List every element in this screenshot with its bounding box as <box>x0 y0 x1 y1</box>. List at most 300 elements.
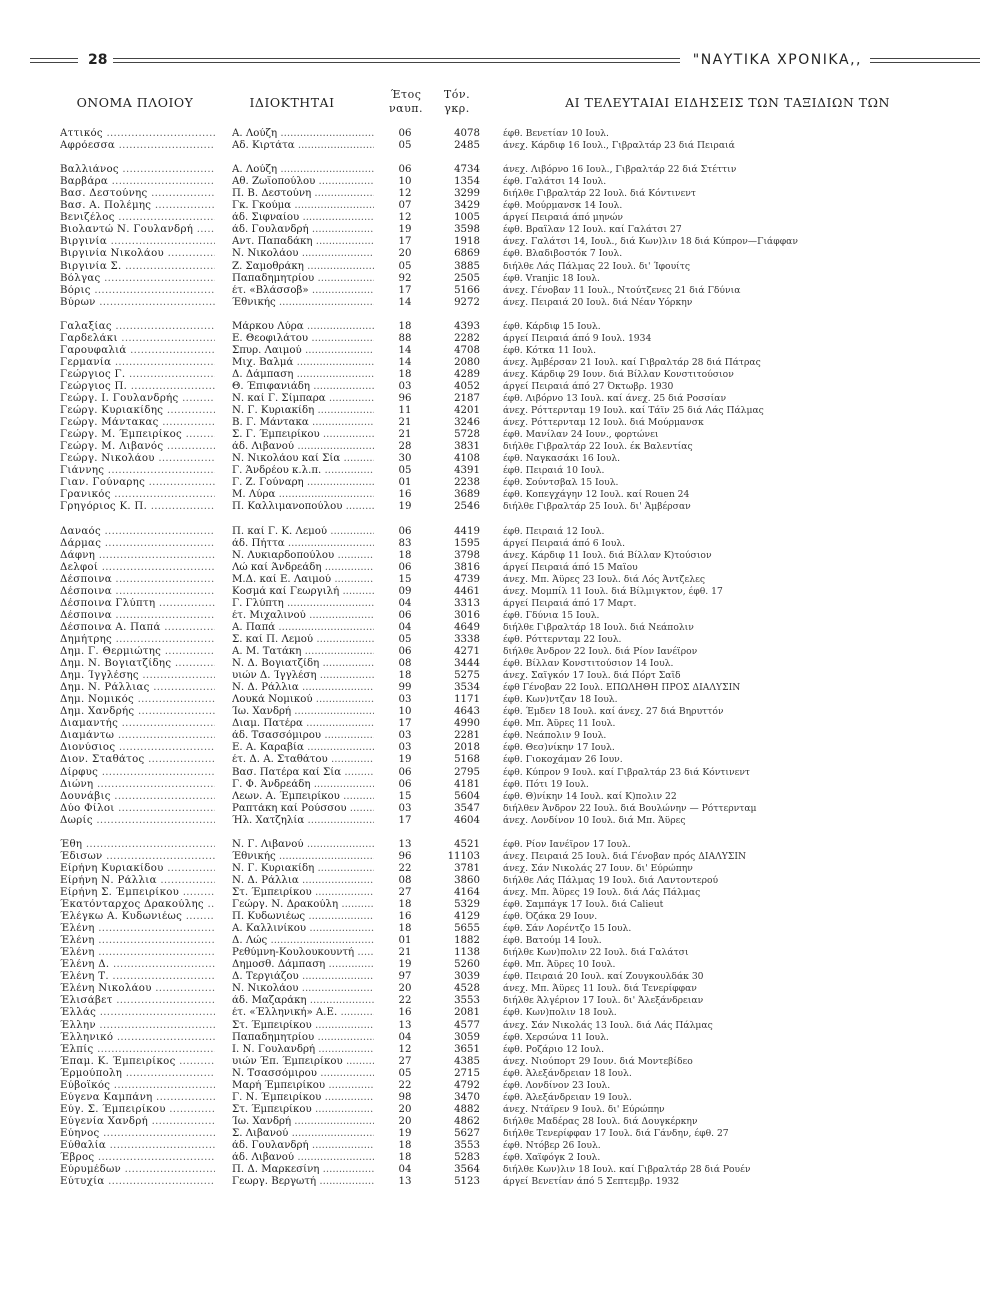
build-year: 13 <box>398 1019 412 1031</box>
ship-name: Γαλαξίας ..... <box>60 321 215 333</box>
ship-name: Γεώργ. Νικολάου ..... <box>60 453 215 465</box>
owner-name: Έθνικής ..... <box>232 297 374 309</box>
build-year: 13 <box>398 1176 412 1188</box>
build-year: 27 <box>398 1055 412 1067</box>
voyage-news: διήλθε Τενερίφφαν 17 Ιουλ. διά Γάνδην, έφθ. 27 <box>503 1127 729 1139</box>
voyage-news: έφθ. Ρίον Ιανέϊρον 17 Ιουλ. <box>503 838 631 850</box>
ship-name: Εύτυχία ..... <box>60 1176 215 1188</box>
table-row <box>0 622 1000 634</box>
table-row <box>0 1128 1000 1140</box>
ship-name: Εύηνος ..... <box>60 1128 215 1140</box>
table-row <box>0 851 1000 863</box>
voyage-news: έφθ. Πειραιά 10 Ιουλ. <box>503 465 605 477</box>
build-year: 12 <box>398 188 412 200</box>
ship-name: Δέσποινα ..... <box>60 610 215 622</box>
table-row <box>0 742 1000 754</box>
running-header <box>30 52 980 74</box>
build-year: 03 <box>398 694 412 706</box>
voyage-news: έφθ. Θ)νίκην 14 Ιουλ. καί Κ)πολιν 22 <box>503 790 677 802</box>
ship-name: Έλένη ..... <box>60 935 215 947</box>
voyage-news: έφθ. Πότι 19 Ιουλ. <box>503 778 589 790</box>
ship-name: Εύβοϊκός ..... <box>60 1080 215 1092</box>
owner-name: Δ. Δάμπαση ..... <box>232 369 374 381</box>
owner-name: Γ. Ζ. Γούναρη ..... <box>232 477 374 489</box>
gross-tonnage: 2505 <box>454 272 480 284</box>
ship-name: Δέσποινα ..... <box>60 586 215 598</box>
gross-tonnage: 9272 <box>454 296 480 308</box>
gross-tonnage: 2187 <box>454 393 480 404</box>
build-year: 18 <box>398 1152 412 1164</box>
table-row <box>0 188 1000 200</box>
gross-tonnage: 5123 <box>454 1176 480 1188</box>
build-year: 06 <box>398 525 412 537</box>
table-row <box>0 224 1000 236</box>
build-year: 21 <box>398 947 412 959</box>
voyage-news: άργεί Πειραιά άπό μηνών <box>503 212 623 224</box>
gross-tonnage: 4078 <box>454 128 480 139</box>
gross-tonnage: 5283 <box>454 1152 480 1164</box>
owner-name: Γ. Άνδρέου κ.λ.π. ..... <box>232 465 374 477</box>
ship-name: Γερμανία ..... <box>60 357 215 369</box>
ship-name: Γαρδελάκι ..... <box>60 333 215 345</box>
build-year: 18 <box>398 549 412 561</box>
voyage-news: έφθ. Βλαδιβοστόκ 7 Ιουλ. <box>503 248 623 260</box>
gross-tonnage: 3885 <box>454 260 480 272</box>
table-row <box>0 658 1000 670</box>
table-row <box>0 718 1000 730</box>
owner-name: Α. Μ. Τατάκη ..... <box>232 646 374 658</box>
table-row <box>0 1007 1000 1019</box>
ship-name: Γεώργ. Μ. Λιβανός ..... <box>60 441 215 453</box>
voyage-news: άργεί Βενετίαν άπό 5 Σεπτεμβρ. 1932 <box>503 1176 680 1188</box>
table-row <box>0 236 1000 248</box>
ship-name: Γρανικός ..... <box>60 489 215 501</box>
table-row <box>0 1092 1000 1104</box>
table-row <box>0 1056 1000 1068</box>
gross-tonnage: 4521 <box>454 838 480 850</box>
table-row <box>0 1020 1000 1032</box>
voyage-news: άνεχ. Πειραιά 20 Ιουλ. διά Νέαν Υόρκην <box>503 296 693 308</box>
voyage-news: έφθ. Κων)ντζαν 18 Ιουλ. <box>503 694 618 706</box>
ship-name: Βιργινία Νικολάου ..... <box>60 248 215 260</box>
gross-tonnage: 3553 <box>454 1140 480 1151</box>
voyage-news: έφθ. Άλεξάνδρειαν 19 Ιουλ. <box>503 1091 632 1103</box>
owner-name: Γ. Φ. Άνδρεάδη ..... <box>232 779 374 791</box>
owner-name: Α. Παπά ..... <box>232 622 374 634</box>
ship-name: Έλλάς ..... <box>60 1007 215 1019</box>
gross-tonnage: 11103 <box>447 850 480 862</box>
table-row <box>0 538 1000 550</box>
gross-tonnage: 3059 <box>454 1031 480 1043</box>
build-year: 08 <box>398 874 412 886</box>
gross-tonnage: 3816 <box>454 561 480 573</box>
voyage-news: άργεί Πειραιά άπό 17 Μαρτ. <box>503 597 637 609</box>
voyage-news: έφθ. Μανίλαν 24 Ιουν., φορτώνει <box>503 429 659 441</box>
table-row <box>0 791 1000 803</box>
header-rule <box>112 58 680 63</box>
owner-name: υιών Δ. Ίγγλέση ..... <box>232 670 374 682</box>
gross-tonnage: 4129 <box>454 911 480 923</box>
ship-name: Διαμαντής ..... <box>60 718 215 730</box>
build-year: 19 <box>398 501 412 513</box>
gross-tonnage: 3299 <box>454 188 480 200</box>
gross-tonnage: 2795 <box>454 766 480 778</box>
voyage-news: άργεί Πειραιά άπό 9 Ιουλ. 1934 <box>503 332 652 344</box>
gross-tonnage: 4419 <box>454 525 480 537</box>
voyage-news: άνεχ. Σάν Νικολάς 27 Ιουν. δι' Εύρώπην <box>503 862 693 874</box>
ship-name: Εύθαλία ..... <box>60 1140 215 1152</box>
owner-name: Ν. Δ. Ράλλια ..... <box>232 875 374 887</box>
voyage-news: άνεχ. Ρόττερνταμ 12 Ιουλ. διά Μούρμανσκ <box>503 417 704 429</box>
table-row <box>0 333 1000 345</box>
owner-name: άδ. Λιβανού ..... <box>232 441 374 453</box>
table-row <box>0 1068 1000 1080</box>
voyage-news: έφθ. Κύπρον 9 Ιουλ. καί Γιβραλτάρ 23 διά Κόντινεντ <box>503 766 751 778</box>
ship-name: Είρήνη Σ. Έμπειρίκου ..... <box>60 887 215 899</box>
build-year: 13 <box>398 838 412 850</box>
table-row <box>0 562 1000 574</box>
owner-name: Μιχ. Βαλμά ..... <box>232 357 374 369</box>
ship-name: Δίρφυς ..... <box>60 767 215 779</box>
table-row <box>0 297 1000 309</box>
ship-name: Έκατόνταρχος Δρακούλης ..... <box>60 899 215 911</box>
table-row <box>0 1152 1000 1164</box>
header-rule <box>870 58 980 63</box>
ship-name: Έδισων ..... <box>60 851 215 863</box>
ship-name: Βαλλιάνος ..... <box>60 164 215 176</box>
gross-tonnage: 1138 <box>454 947 480 959</box>
table-row <box>0 971 1000 983</box>
build-year: 17 <box>398 718 412 730</box>
gross-tonnage: 2282 <box>454 332 480 344</box>
table-row <box>0 610 1000 622</box>
voyage-news: έφθ. Γιοκοχάμαν 26 Ιουν. <box>503 754 623 766</box>
owner-name: Ν. Γ. Λιβανού ..... <box>232 839 374 851</box>
gross-tonnage: 1354 <box>454 176 480 188</box>
build-year: 19 <box>398 754 412 766</box>
gross-tonnage: 4577 <box>454 1019 480 1031</box>
gross-tonnage: 2238 <box>454 477 480 489</box>
table-row <box>0 730 1000 742</box>
gross-tonnage: 3860 <box>454 874 480 886</box>
gross-tonnage: 5168 <box>454 754 480 766</box>
voyage-news: διήλθε Άνδρον 22 Ιουλ. διά Ρίον Ιανέϊρον <box>503 646 698 657</box>
owner-name: Στ. Έμπειρίκου ..... <box>232 1104 374 1116</box>
build-year: 18 <box>398 368 412 380</box>
voyage-news: διήλθε Λάς Πάλμας 22 Ιουλ. δι' Ίφουίτς <box>503 260 691 272</box>
owner-name: Α. Λούζη ..... <box>232 164 374 176</box>
build-year: 92 <box>398 272 412 284</box>
voyage-news: διήλθε Άλγέριον 17 Ιουλ. δι' Άλεξάνδρειαν <box>503 995 704 1007</box>
owner-name: Ε. Α. Καραβία ..... <box>232 742 374 754</box>
owner-name: Ν. Νικολάου ..... <box>232 248 374 260</box>
build-year: 28 <box>398 441 412 453</box>
page-number: 28 <box>82 52 113 68</box>
build-year: 18 <box>398 320 412 332</box>
table-row <box>0 164 1000 176</box>
gross-tonnage: 5260 <box>454 959 480 971</box>
table-row <box>0 935 1000 947</box>
build-year: 20 <box>398 248 412 260</box>
build-year: 18 <box>398 670 412 682</box>
voyage-news: άνεχ. Γαλάτσι 14, Ιουλ., διά Κων)λιν 18 διά Κύπρον—Γιάφφαν <box>503 236 798 248</box>
gross-tonnage: 4289 <box>454 368 480 380</box>
owner-name: άδ. Γουλανδρή ..... <box>232 224 374 236</box>
build-year: 03 <box>398 380 412 392</box>
build-year: 19 <box>398 959 412 971</box>
ship-name: Δημ. Χανδρής ..... <box>60 706 215 718</box>
voyage-news: διήλθε Γιβραλτάρ 18 Ιουλ. διά Νεάπολιν <box>503 621 694 633</box>
build-year: 16 <box>398 489 412 501</box>
build-year: 03 <box>398 802 412 814</box>
build-year: 03 <box>398 730 412 742</box>
ship-name: Γαρουφαλιά ..... <box>60 345 215 357</box>
ship-name: Γεώργιος Π. ..... <box>60 381 215 393</box>
voyage-news: διήλθεν Άνδρον 22 Ιουλ. διά Βουλώνην — Ρόττερνταμ <box>503 802 757 814</box>
voyage-news: έφθ. Σούντσβαλ 15 Ιουλ. <box>503 477 619 489</box>
voyage-news: άνεχ. Κάρδιφ 29 Ιουν. διά Βίλλαν Κονστιτούσιον <box>503 368 734 380</box>
column-header-ship-name: ΟΝΟΜΑ ΠΛΟΙΟΥ <box>76 95 194 110</box>
ship-name: Δελφοί ..... <box>60 562 215 574</box>
build-year: 83 <box>398 537 412 549</box>
table-row <box>0 574 1000 586</box>
owner-name: Βασ. Πατέρα καί Σία ..... <box>232 767 374 779</box>
table-row <box>0 465 1000 477</box>
owner-name: Α. Λούζη ..... <box>232 128 374 140</box>
gross-tonnage: 4201 <box>454 405 480 417</box>
build-year: 06 <box>398 561 412 573</box>
table-row <box>0 477 1000 489</box>
table-row <box>0 200 1000 212</box>
ship-name: Βενιζέλος ..... <box>60 212 215 224</box>
owner-name: Αδ. Κιρτάτα ..... <box>232 140 374 152</box>
gross-tonnage: 3651 <box>454 1043 480 1055</box>
table-row <box>0 212 1000 224</box>
table-row <box>0 321 1000 333</box>
ship-name: Γεώργ. Μάντακας ..... <box>60 417 215 429</box>
ship-name: Δαναός ..... <box>60 526 215 538</box>
build-year: 04 <box>398 1031 412 1043</box>
voyage-news: άνεχ. Λονδίνον 10 Ιουλ. διά Μπ. Άϋρες <box>503 814 686 826</box>
table-row <box>0 899 1000 911</box>
build-year: 27 <box>398 886 412 898</box>
ship-name: Γιαν. Γούναρης ..... <box>60 477 215 489</box>
owner-name: Ν. Νικολάου ..... <box>232 983 374 995</box>
gross-tonnage: 3689 <box>454 489 480 501</box>
gross-tonnage: 5166 <box>454 284 480 296</box>
build-year: 10 <box>398 706 412 718</box>
ship-name: Γεώργ. Κυριακίδης ..... <box>60 405 215 417</box>
table-row <box>0 995 1000 1007</box>
gross-tonnage: 6869 <box>454 248 480 260</box>
gross-tonnage: 1171 <box>454 694 480 706</box>
voyage-news: έφθ. Ροζάριο 12 Ιουλ. <box>503 1043 605 1055</box>
gross-tonnage: 3313 <box>454 597 480 609</box>
table-row <box>0 393 1000 405</box>
gross-tonnage: 4052 <box>454 380 480 392</box>
gross-tonnage: 5329 <box>454 899 480 910</box>
gross-tonnage: 4604 <box>454 814 480 826</box>
voyage-news: έφθ. Βραΐλαν 12 Ιουλ. καί Γαλάτσι 27 <box>503 224 682 236</box>
voyage-news: άνεχ. Άμβέρσαν 21 Ιουλ. καί Γιβραλτάρ 28 διά Πάτρας <box>503 356 761 368</box>
gross-tonnage: 3598 <box>454 224 480 236</box>
ship-name: Δωρίς ..... <box>60 815 215 827</box>
table-row <box>0 586 1000 598</box>
table-row <box>0 875 1000 887</box>
build-year: 17 <box>398 814 412 826</box>
build-year: 04 <box>398 1164 412 1176</box>
owner-name: Μ.Δ. καί Ε. Λαιμού ..... <box>232 574 374 586</box>
build-year: 09 <box>398 585 412 597</box>
build-year: 19 <box>398 224 412 236</box>
ship-name: Δημ. Ίγγλέσης ..... <box>60 670 215 682</box>
table-row <box>0 417 1000 429</box>
ship-name: Έπαμ. Κ. Έμπειρίκος ..... <box>60 1056 215 1068</box>
ship-name: Δημ. Ν. Βογιατζίδης ..... <box>60 658 215 670</box>
build-year: 21 <box>398 429 412 441</box>
voyage-news: διήλθε Κων)πολιν 22 Ιουλ. διά Γαλάτσι <box>503 947 689 959</box>
build-year: 17 <box>398 284 412 296</box>
ship-name: Έλισάβετ ..... <box>60 995 215 1007</box>
build-year: 99 <box>398 682 412 694</box>
gross-tonnage: 3016 <box>454 609 480 621</box>
gross-tonnage: 4649 <box>454 621 480 633</box>
voyage-news: έφθ. Γαλάτσι 14 Ιουλ. <box>503 176 607 188</box>
gross-tonnage: 4393 <box>454 320 480 332</box>
owner-name: Ζ. Σαμοθράκη ..... <box>232 261 374 273</box>
owner-name: Γεώργ. Ν. Δρακούλη ..... <box>232 899 374 911</box>
table-row <box>0 357 1000 369</box>
build-year: 22 <box>398 862 412 874</box>
gross-tonnage: 5655 <box>454 923 480 935</box>
voyage-news: έφθ. Σαμπάγκ 17 Ιουλ. διά Calieut <box>503 899 664 910</box>
owner-name: Ν. Δ. Ράλλια ..... <box>232 682 374 694</box>
ship-name: Έλένη Τ. ..... <box>60 971 215 983</box>
voyage-news: άνεχ. Ρόττερνταμ 19 Ιουλ. καί Τάϊν 25 διά Λάς Πάλμας <box>503 405 764 417</box>
owner-name: Π. Καλλιμανοπούλου ..... <box>232 501 374 513</box>
owner-name: άδ. Σιφναίου ..... <box>232 212 374 224</box>
table-row <box>0 803 1000 815</box>
owner-name: Λώ καί Άνδρεάδη ..... <box>232 562 374 574</box>
build-year: 03 <box>398 742 412 754</box>
ship-name: Διώνη ..... <box>60 779 215 791</box>
ship-name: Δημ. Νομικός ..... <box>60 694 215 706</box>
owner-name: άδ. Λιβανού ..... <box>232 1152 374 1164</box>
ship-name: Έρμούπολη ..... <box>60 1068 215 1080</box>
ship-name: Έλέγκω Α. Κυδωνιέως ..... <box>60 911 215 923</box>
voyage-news: άνεχ. Μομπίλ 11 Ιουλ. διά Βίλμιγκτον, έφθ. 17 <box>503 585 723 597</box>
ship-name: Βόρις ..... <box>60 285 215 297</box>
build-year: 15 <box>398 790 412 802</box>
owner-name: Γκ. Γκούμα ..... <box>232 200 374 212</box>
ship-name: Δημ. Ν. Ράλλιας ..... <box>60 682 215 694</box>
ship-name: Έλληνικό ..... <box>60 1032 215 1044</box>
column-header-news: ΑΙ ΤΕΛΕΥΤΑΙΑΙ ΕΙΔΗΣΕΙΣ ΤΩΝ ΤΑΞΙΔΙΩΝ ΤΩΝ <box>565 95 890 110</box>
gross-tonnage: 4164 <box>454 886 480 898</box>
voyage-news: έφθ. Νεάπολιν 9 Ιουλ. <box>503 730 607 742</box>
table-row <box>0 441 1000 453</box>
gross-tonnage: 3039 <box>454 971 480 983</box>
ship-name: Έλπίς ..... <box>60 1044 215 1056</box>
owner-name: Ίω. Χανδρή ..... <box>232 706 374 718</box>
owner-name: Ν. Γ. Κυριακίδη ..... <box>232 863 374 875</box>
owner-name: Γ. Γλύπτη ..... <box>232 598 374 610</box>
gross-tonnage: 2081 <box>454 1007 480 1019</box>
owner-name: Διαμ. Πατέρα ..... <box>232 718 374 730</box>
ship-name: Δέσποινα Α. Παπά ..... <box>60 622 215 634</box>
gross-tonnage: 3831 <box>454 441 480 453</box>
voyage-news: έφθ. Όζάκα 29 Ιουν. <box>503 911 598 923</box>
table-row <box>0 670 1000 682</box>
ship-name: Εύγενα Καμπάνη ..... <box>60 1092 215 1104</box>
ship-name: Έθη ..... <box>60 839 215 851</box>
table-row <box>0 1140 1000 1152</box>
table-row <box>0 1176 1000 1188</box>
voyage-news: έφθ. Vranjic 18 Ιουλ. <box>503 272 600 284</box>
owner-name: Παπαδημητρίου ..... <box>232 273 374 285</box>
build-year: 17 <box>398 236 412 248</box>
gross-tonnage: 3429 <box>454 200 480 212</box>
gross-tonnage: 4990 <box>454 718 480 730</box>
build-year: 14 <box>398 356 412 368</box>
build-year: 06 <box>398 766 412 778</box>
ship-name: Γιάννης ..... <box>60 465 215 477</box>
owner-name: Στ. Έμπειρίκου ..... <box>232 887 374 899</box>
table-row <box>0 767 1000 779</box>
owner-name: Κοσμά καί Γεωργιλή ..... <box>232 586 374 598</box>
ship-name: Εύγενία Χανδρή ..... <box>60 1116 215 1128</box>
ship-name: Γεώργ. Μ. Έμπειρίκος ..... <box>60 429 215 441</box>
owner-name: άδ. Τσασσόμιρου ..... <box>232 730 374 742</box>
voyage-news: άνεχ. Πειραιά 25 Ιουλ. διά Γένοβαν πρός ΔΙΑΛΥΣΙΝ <box>503 850 747 862</box>
table-row <box>0 1044 1000 1056</box>
build-year: 98 <box>398 1091 412 1103</box>
table-row <box>0 526 1000 538</box>
table-row <box>0 694 1000 706</box>
table-row <box>0 754 1000 766</box>
table-row <box>0 345 1000 357</box>
voyage-news: έφθ. Πειραιά 12 Ιουλ. <box>503 525 605 537</box>
voyage-news: έφθ. Πειραιά 20 Ιουλ. καί Ζουγκουλδάκ 30 <box>503 971 704 983</box>
voyage-news: έφθ. Θεσ)νίκην 17 Ιουλ. <box>503 742 615 754</box>
table-row <box>0 959 1000 971</box>
voyage-news: διήλθε Γιβραλτάρ 22 Ιουλ. έκ Βαλεντίας <box>503 441 693 453</box>
voyage-news: άνεχ. Σάν Νικολάς 13 Ιουλ. διά Λάς Πάλμας <box>503 1019 713 1031</box>
build-year: 06 <box>398 646 412 657</box>
ship-name: Εύγ. Σ. Έμπειρίκου ..... <box>60 1104 215 1116</box>
voyage-news: άνεχ. Μπ. Άϋρες 19 Ιουλ. διά Λάς Πάλμας <box>503 886 701 898</box>
owner-name: Σ. καί Π. Λεμού ..... <box>232 634 374 646</box>
owner-name: Δ. Τεργιάζου ..... <box>232 971 374 983</box>
gross-tonnage: 2546 <box>454 501 480 513</box>
owner-name: Γ. Ν. Έμπειρίκου ..... <box>232 1092 374 1104</box>
voyage-news: άνεχ. Μπ. Άϋρες 23 Ιουλ. διά Λός Άντζελες <box>503 573 705 585</box>
ship-name: Δάφνη ..... <box>60 550 215 562</box>
ship-name: Βασ. Α. Πολέμης ..... <box>60 200 215 212</box>
build-year: 16 <box>398 1007 412 1019</box>
ship-name: Γεώργιος Γ. ..... <box>60 369 215 381</box>
table-row <box>0 779 1000 791</box>
column-header-owners: ΙΔΙΟΚΤΗΤΑΙ <box>249 95 335 110</box>
gross-tonnage: 1005 <box>454 212 480 224</box>
owner-name: Μ. Λύρα ..... <box>232 489 374 501</box>
build-year: 88 <box>398 332 412 344</box>
owner-name: Ι. Ν. Γουλανδρή ..... <box>232 1044 374 1056</box>
gross-tonnage: 1595 <box>454 537 480 549</box>
gross-tonnage: 3781 <box>454 862 480 874</box>
build-year: 16 <box>398 911 412 923</box>
owner-name: Στ. Έμπειρίκου ..... <box>232 1020 374 1032</box>
